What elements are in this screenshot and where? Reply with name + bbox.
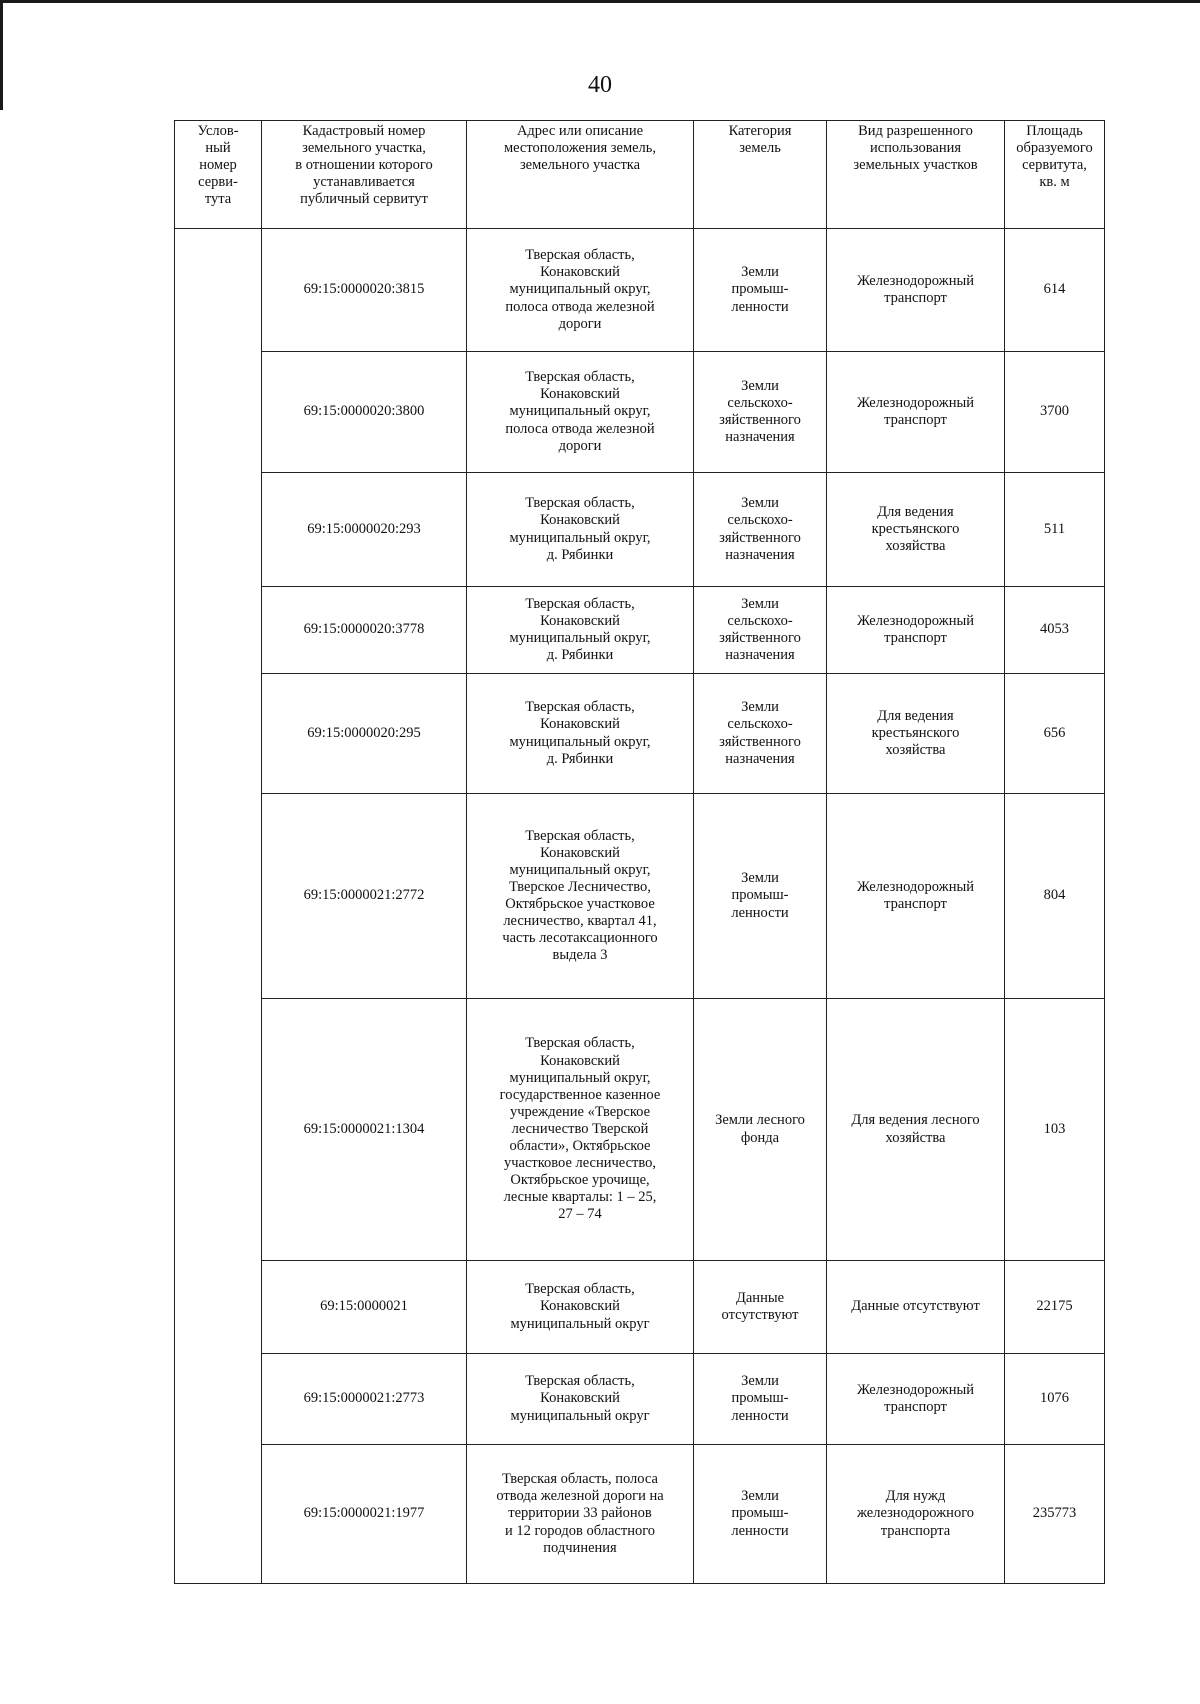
address-cell <box>467 674 694 794</box>
address-cell <box>467 1261 694 1354</box>
address-text: Тверская область, Конаковский муниципальный округ, д. Рябинки <box>509 595 651 664</box>
page-number: 40 <box>588 72 612 98</box>
land-category-cell <box>694 229 827 352</box>
address-cell <box>467 999 694 1261</box>
cadastral-number-cell: 69:15:0000021:1977 <box>262 1445 467 1584</box>
header-permitted-use <box>827 121 1005 229</box>
usage-text: Железнодорожный транспорт <box>857 878 974 912</box>
category-text: Земли сельскохо- зяйственного назначения <box>719 699 801 767</box>
usage-text: Для ведения крестьянского хозяйства <box>871 707 960 759</box>
cadastral-number-cell: 69:15:0000021:2772 <box>262 794 467 999</box>
cadastral-number-cell: 69:15:0000020:3800 <box>262 352 467 473</box>
permitted-use-cell <box>827 352 1005 473</box>
land-category-cell <box>694 1261 827 1354</box>
scan-border-top <box>0 0 1200 3</box>
category-text: Земли промыш- ленности <box>731 1373 789 1424</box>
land-category-cell <box>694 1354 827 1445</box>
cadastral-number-cell: 69:15:0000021:2773 <box>262 1354 467 1445</box>
area-cell: 1076 <box>1005 1354 1105 1445</box>
category-text: Данные отсутствуют <box>721 1289 799 1323</box>
area-cell: 656 <box>1005 674 1105 794</box>
category-text: Земли промыш- ленности <box>731 264 789 315</box>
table-row <box>175 1261 1105 1354</box>
category-text: Земли сельскохо- зяйственного назначения <box>719 495 801 563</box>
usage-text: Железнодорожный транспорт <box>857 394 974 428</box>
usage-text: Данные отсутствуют <box>851 1298 980 1315</box>
usage-text: Для ведения крестьянского хозяйства <box>871 503 960 555</box>
cadastral-number-cell: 69:15:0000020:295 <box>262 674 467 794</box>
address-text: Тверская область, Конаковский муниципальный округ, д. Рябинки <box>509 495 651 563</box>
usage-text: Для ведения лесного хозяйства <box>851 1112 980 1146</box>
address-cell <box>467 473 694 587</box>
usage-text: Для нужд железнодорожного транспорта <box>856 1488 975 1539</box>
table-row <box>175 1354 1105 1445</box>
header-cadastral-number <box>262 121 467 229</box>
area-cell: 3700 <box>1005 352 1105 473</box>
table-header-row <box>175 121 1105 229</box>
land-category-cell <box>694 1445 827 1584</box>
permitted-use-cell <box>827 473 1005 587</box>
permitted-use-cell <box>827 1261 1005 1354</box>
cadastral-number-cell: 69:15:0000021:1304 <box>262 999 467 1261</box>
header-label: Услов- ный номер серви- тута <box>197 123 239 208</box>
area-cell: 614 <box>1005 229 1105 352</box>
address-text: Тверская область, Конаковский муниципальный округ, Тверское Лесничество, Октябрьское участковое лесничество, квартал 41, часть лесотаксационного выдела 3 <box>502 827 658 964</box>
address-text: Тверская область, Конаковский муниципальный округ, полоса отвода железной дороги <box>505 247 655 332</box>
category-text: Земли сельскохо- зяйственного назначения <box>719 595 801 664</box>
table-row <box>175 794 1105 999</box>
cadastral-number-cell: 69:15:0000021 <box>262 1261 467 1354</box>
permitted-use-cell <box>827 229 1005 352</box>
land-category-cell <box>694 999 827 1261</box>
permitted-use-cell <box>827 674 1005 794</box>
land-category-cell <box>694 473 827 587</box>
category-text: Земли лесного фонда <box>715 1112 805 1146</box>
land-category-cell <box>694 587 827 674</box>
permitted-use-cell <box>827 794 1005 999</box>
usage-text: Железнодорожный транспорт <box>857 612 974 646</box>
table-row <box>175 352 1105 473</box>
address-cell <box>467 587 694 674</box>
area-cell: 22175 <box>1005 1261 1105 1354</box>
address-cell <box>467 1445 694 1584</box>
address-cell <box>467 794 694 999</box>
permitted-use-cell <box>827 587 1005 674</box>
address-text: Тверская область, Конаковский муниципальный округ, государственное казенное учреждение «Тверское лесничество Тверской области», Октябрьское участковое лесничество, Октябрьское урочище, лесные кварталы: 1 – 25, 27 – 74 <box>499 1035 661 1223</box>
category-text: Земли промыш- ленности <box>731 1488 789 1539</box>
cadastral-number-cell: 69:15:0000020:293 <box>262 473 467 587</box>
address-cell <box>467 352 694 473</box>
area-cell: 235773 <box>1005 1445 1105 1584</box>
cadastral-number-cell: 69:15:0000020:3815 <box>262 229 467 352</box>
area-cell: 804 <box>1005 794 1105 999</box>
usage-text: Железнодорожный транспорт <box>857 272 974 306</box>
area-cell: 511 <box>1005 473 1105 587</box>
usage-text: Железнодорожный транспорт <box>857 1381 974 1415</box>
header-address <box>467 121 694 229</box>
table-row <box>175 473 1105 587</box>
header-label: Площадь образуемого сервитута, кв. м <box>1016 123 1093 191</box>
permitted-use-cell <box>827 1445 1005 1584</box>
header-label: Категория земель <box>728 123 792 157</box>
address-text: Тверская область, полоса отвода железной дороги на территории 33 районов и 12 городов областного подчинения <box>496 1471 664 1556</box>
area-cell: 103 <box>1005 999 1105 1261</box>
land-category-cell <box>694 674 827 794</box>
address-cell <box>467 1354 694 1445</box>
table-row <box>175 1445 1105 1584</box>
table-row <box>175 229 1105 352</box>
address-text: Тверская область, Конаковский муниципальный округ, д. Рябинки <box>509 699 651 767</box>
address-text: Тверская область, Конаковский муниципальный округ <box>510 1373 650 1424</box>
header-label: Вид разрешенного использования земельных участков <box>853 123 978 174</box>
address-cell <box>467 229 694 352</box>
table-row <box>175 587 1105 674</box>
permitted-use-cell <box>827 1354 1005 1445</box>
table-row <box>175 999 1105 1261</box>
address-text: Тверская область, Конаковский муниципальный округ, полоса отвода железной дороги <box>505 369 655 454</box>
land-category-cell <box>694 794 827 999</box>
address-text: Тверская область, Конаковский муниципальный округ <box>510 1281 650 1332</box>
header-label: Адрес или описание местоположения земель, земельного участка <box>503 123 657 174</box>
header-area <box>1005 121 1105 229</box>
category-text: Земли промыш- ленности <box>731 870 789 921</box>
header-land-category <box>694 121 827 229</box>
permitted-use-cell <box>827 999 1005 1261</box>
header-label: Кадастровый номер земельного участка, в отношении которого устанавливается публичный сервитут <box>295 123 433 208</box>
table-row <box>175 674 1105 794</box>
servitude-table <box>174 120 1105 1584</box>
area-cell: 4053 <box>1005 587 1105 674</box>
land-category-cell <box>694 352 827 473</box>
header-servitude-number <box>175 121 262 229</box>
cadastral-number-cell: 69:15:0000020:3778 <box>262 587 467 674</box>
servitude-number-cell <box>175 229 262 1584</box>
category-text: Земли сельскохо- зяйственного назначения <box>719 377 801 446</box>
